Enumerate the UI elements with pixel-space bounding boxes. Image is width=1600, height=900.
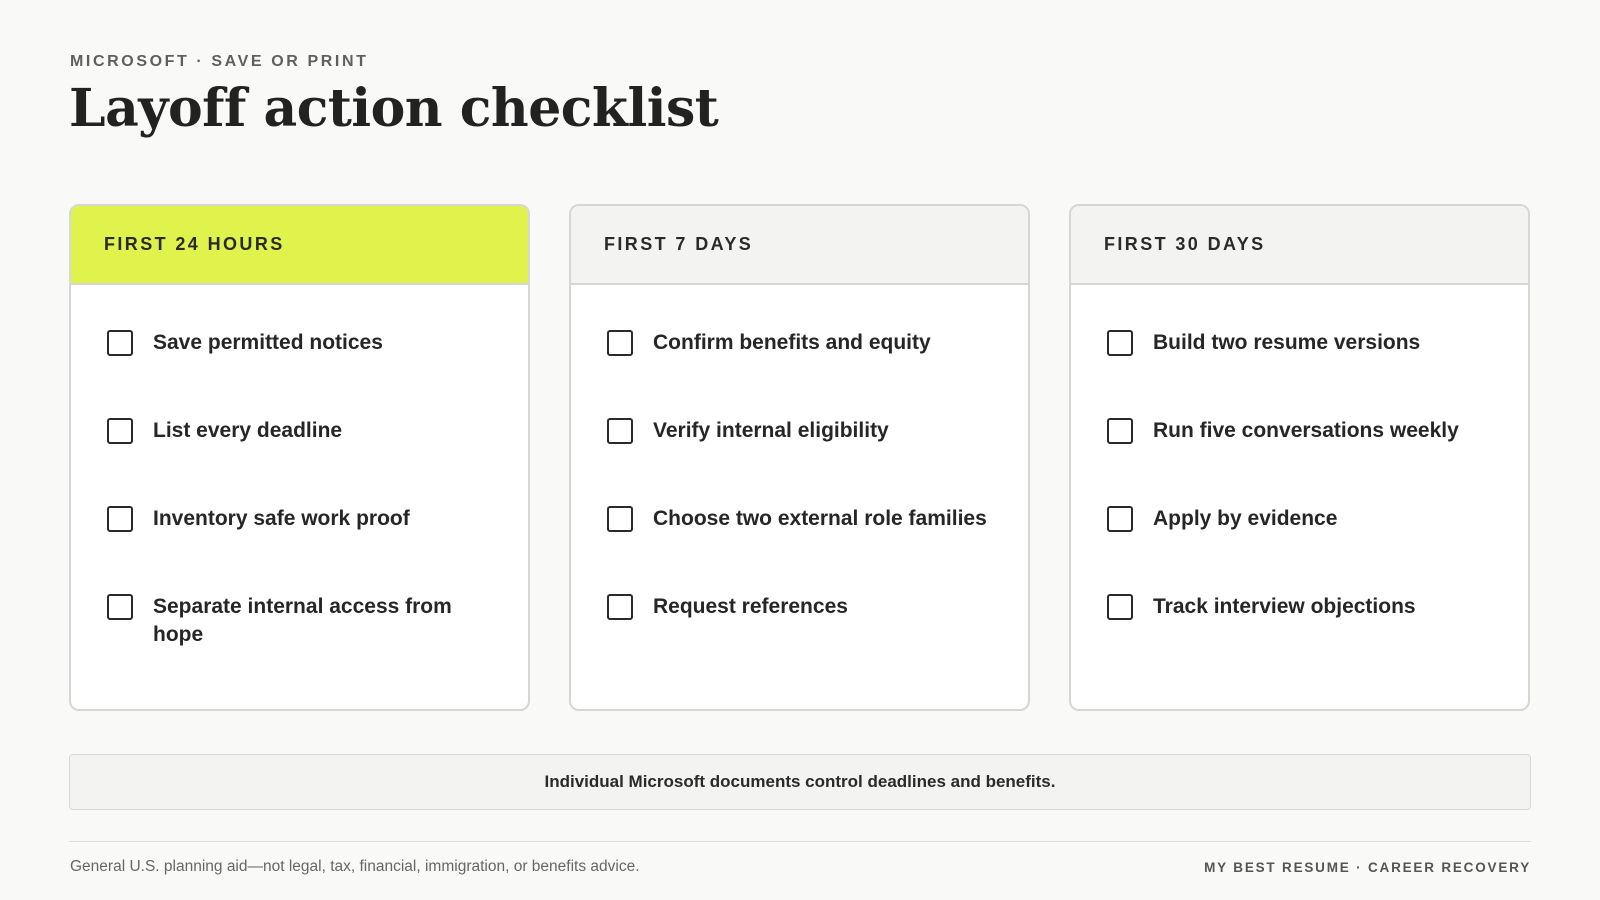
- card-header: FIRST 7 DAYS: [571, 206, 1028, 285]
- checkbox[interactable]: [607, 506, 633, 532]
- checklist-item[interactable]: [107, 505, 498, 533]
- footer-disclaimer: General U.S. planning aid—not legal, tax, financial, immigration, or benefits advice.: [70, 858, 640, 875]
- checklist-item-label: Inventory safe work proof: [153, 507, 410, 530]
- checklist-item[interactable]: [607, 329, 998, 357]
- checklist-item-label: Run five conversations weekly: [1153, 419, 1459, 442]
- checklist-item-label: Build two resume versions: [1153, 331, 1421, 354]
- checklist-item[interactable]: [107, 593, 498, 649]
- checkbox[interactable]: [607, 330, 633, 356]
- checklist-item-label: Save permitted notices: [153, 331, 383, 354]
- checklist-item[interactable]: [1107, 417, 1498, 445]
- checklist-item-label: Confirm benefits and equity: [653, 331, 931, 354]
- checklist-item[interactable]: [1107, 329, 1498, 357]
- card-header: FIRST 30 DAYS: [1071, 206, 1528, 285]
- checkbox[interactable]: [1107, 506, 1133, 532]
- checklist-item[interactable]: [607, 417, 998, 445]
- checklist-card-30-days: [1069, 204, 1530, 711]
- checklist-item[interactable]: [1107, 505, 1498, 533]
- checkbox[interactable]: [1107, 594, 1133, 620]
- checklist-card-7-days: [569, 204, 1030, 711]
- checkbox[interactable]: [1107, 418, 1133, 444]
- checklist-item-label: Request references: [653, 595, 848, 618]
- checklist-item[interactable]: [107, 417, 498, 445]
- page-title: Layoff action checklist: [69, 78, 719, 139]
- checklist-item-label: Apply by evidence: [1153, 507, 1338, 530]
- checkbox[interactable]: [107, 418, 133, 444]
- checklist-item-label: Track interview objections: [1153, 595, 1416, 618]
- footer-divider: [69, 841, 1531, 842]
- note-banner: Individual Microsoft documents control deadlines and benefits.: [69, 754, 1531, 810]
- checkbox[interactable]: [107, 594, 133, 620]
- checklist-item-label: List every deadline: [153, 419, 343, 442]
- checklist-item[interactable]: [607, 593, 998, 621]
- checklist-item-label: Verify internal eligibility: [653, 419, 889, 442]
- checklist-item-label: Separate internal access from hope: [153, 595, 452, 646]
- checklist-item[interactable]: [1107, 593, 1498, 621]
- checklist-item-label: Choose two external role families: [653, 507, 987, 530]
- footer-brand: MY BEST RESUME · CAREER RECOVERY: [1204, 860, 1531, 875]
- checkbox[interactable]: [107, 330, 133, 356]
- checkbox[interactable]: [607, 594, 633, 620]
- checklist-item[interactable]: [107, 329, 498, 357]
- card-header: FIRST 24 HOURS: [71, 206, 528, 285]
- checklist-card-24-hours: [69, 204, 530, 711]
- eyebrow: MICROSOFT · SAVE OR PRINT: [70, 53, 369, 70]
- checkbox[interactable]: [1107, 330, 1133, 356]
- checkbox[interactable]: [607, 418, 633, 444]
- checklist-item[interactable]: [607, 505, 998, 533]
- checkbox[interactable]: [107, 506, 133, 532]
